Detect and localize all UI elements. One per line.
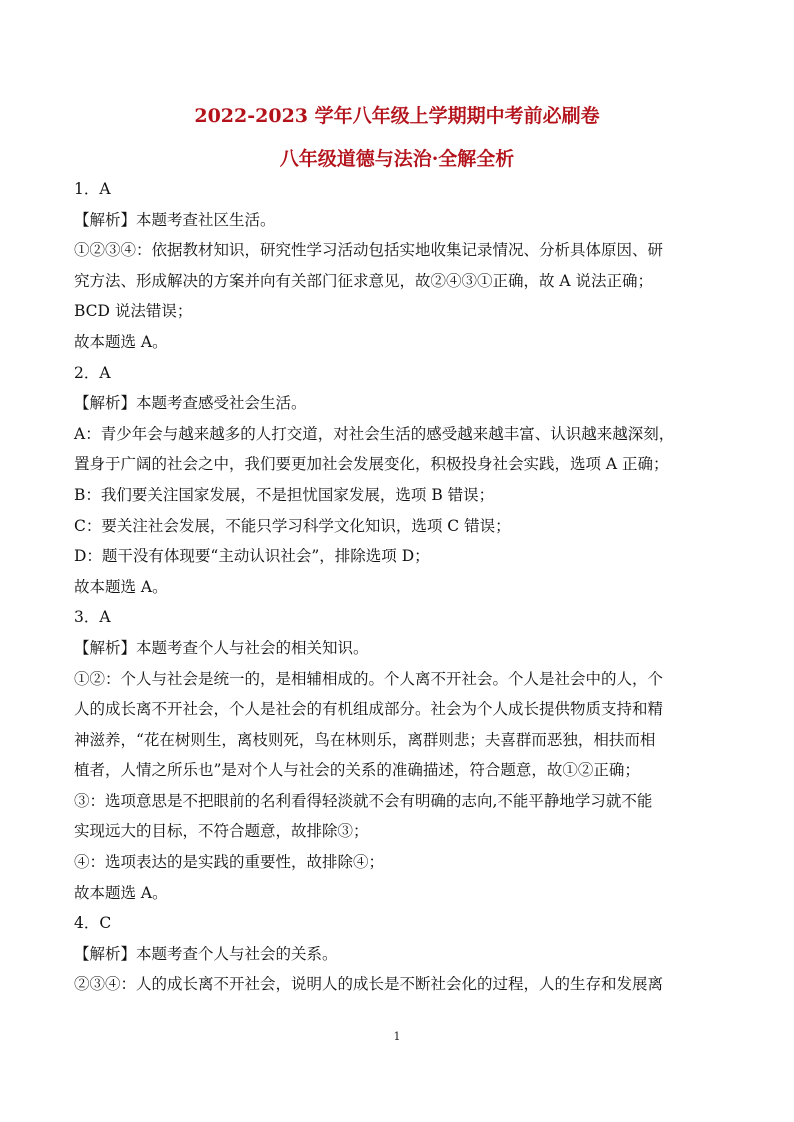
body-line: 人的成长离不开社会，个人是社会的有机组成部分。社会为个人成长提供物质支持和精: [74, 700, 664, 719]
body-line: 【解析】本题考查个人与社会的关系。: [74, 944, 338, 963]
body-line: 【解析】本题考查个人与社会的相关知识。: [74, 638, 369, 657]
body-line: 植者，人情之所乐也”是对个人与社会的关系的准确描述，符合题意，故①②正确；: [74, 761, 640, 780]
body-line: ②③④：人的成长离不开社会，说明人的成长是不断社会化的过程，人的生存和发展离: [74, 975, 664, 994]
body-line: ④：选项表达的是实践的重要性，故排除④；: [74, 853, 385, 872]
body-line: 实现远大的目标，不符合题意，故排除③；: [74, 822, 369, 841]
body-line: 2．A: [74, 363, 111, 382]
body-line: ①②：个人与社会是统一的，是相辅相成的。个人离不开社会。个人是社会中的人，个: [74, 669, 664, 688]
body-line: 【解析】本题考查社区生活。: [74, 210, 276, 229]
body-line: A：青少年会与越来越多的人打交道，对社会生活的感受越来越丰富、认识越来越深刻，: [74, 424, 675, 443]
body-line: 神滋养，“花在树则生，离枝则死，鸟在林则乐，离群则悲；夫喜群而恶独，相扶而相: [74, 730, 656, 749]
page-number: 1: [393, 1030, 401, 1043]
body-line: 究方法、形成解决的方案并向有关部门征求意见，故②④③①正确，故 A 说法正确；: [74, 271, 654, 290]
body-line: 故本题选 A。: [74, 883, 168, 902]
body-line: 故本题选 A。: [74, 332, 168, 351]
body-line: 3．A: [74, 608, 111, 627]
body-line: ③：选项意思是不把眼前的名利看得轻淡就不会有明确的志向,不能平静地学习就不能: [74, 791, 653, 810]
document-subtitle: 八年级道德与法治·全解全析: [279, 148, 515, 170]
body-line: ①②③④：依据教材知识，研究性学习活动包括实地收集记录情况、分析具体原因、研: [74, 241, 664, 260]
body-line: BCD 说法错误；: [74, 302, 193, 321]
body-line: D：题干没有体现要“主动认识社会”，排除选项 D；: [74, 547, 430, 566]
body-line: 【解析】本题考查感受社会生活。: [74, 394, 307, 413]
body-line: B：我们要关注国家发展，不是担忧国家发展，选项 B 错误；: [74, 485, 495, 504]
body-line: 1．A: [74, 180, 111, 198]
body-line: 故本题选 A。: [74, 577, 168, 596]
body-line: 置身于广阔的社会之中，我们要更加社会发展变化，积极投身社会实践，选项 A 正确；: [74, 455, 669, 474]
body-line: C：要关注社会发展，不能只学习科学文化知识，选项 C 错误；: [74, 516, 511, 535]
document-title: 2022-2023 学年八年级上学期期中考前必刷卷: [194, 105, 600, 127]
body-line: 4．C: [74, 914, 112, 933]
document-body: [74, 174, 694, 1000]
